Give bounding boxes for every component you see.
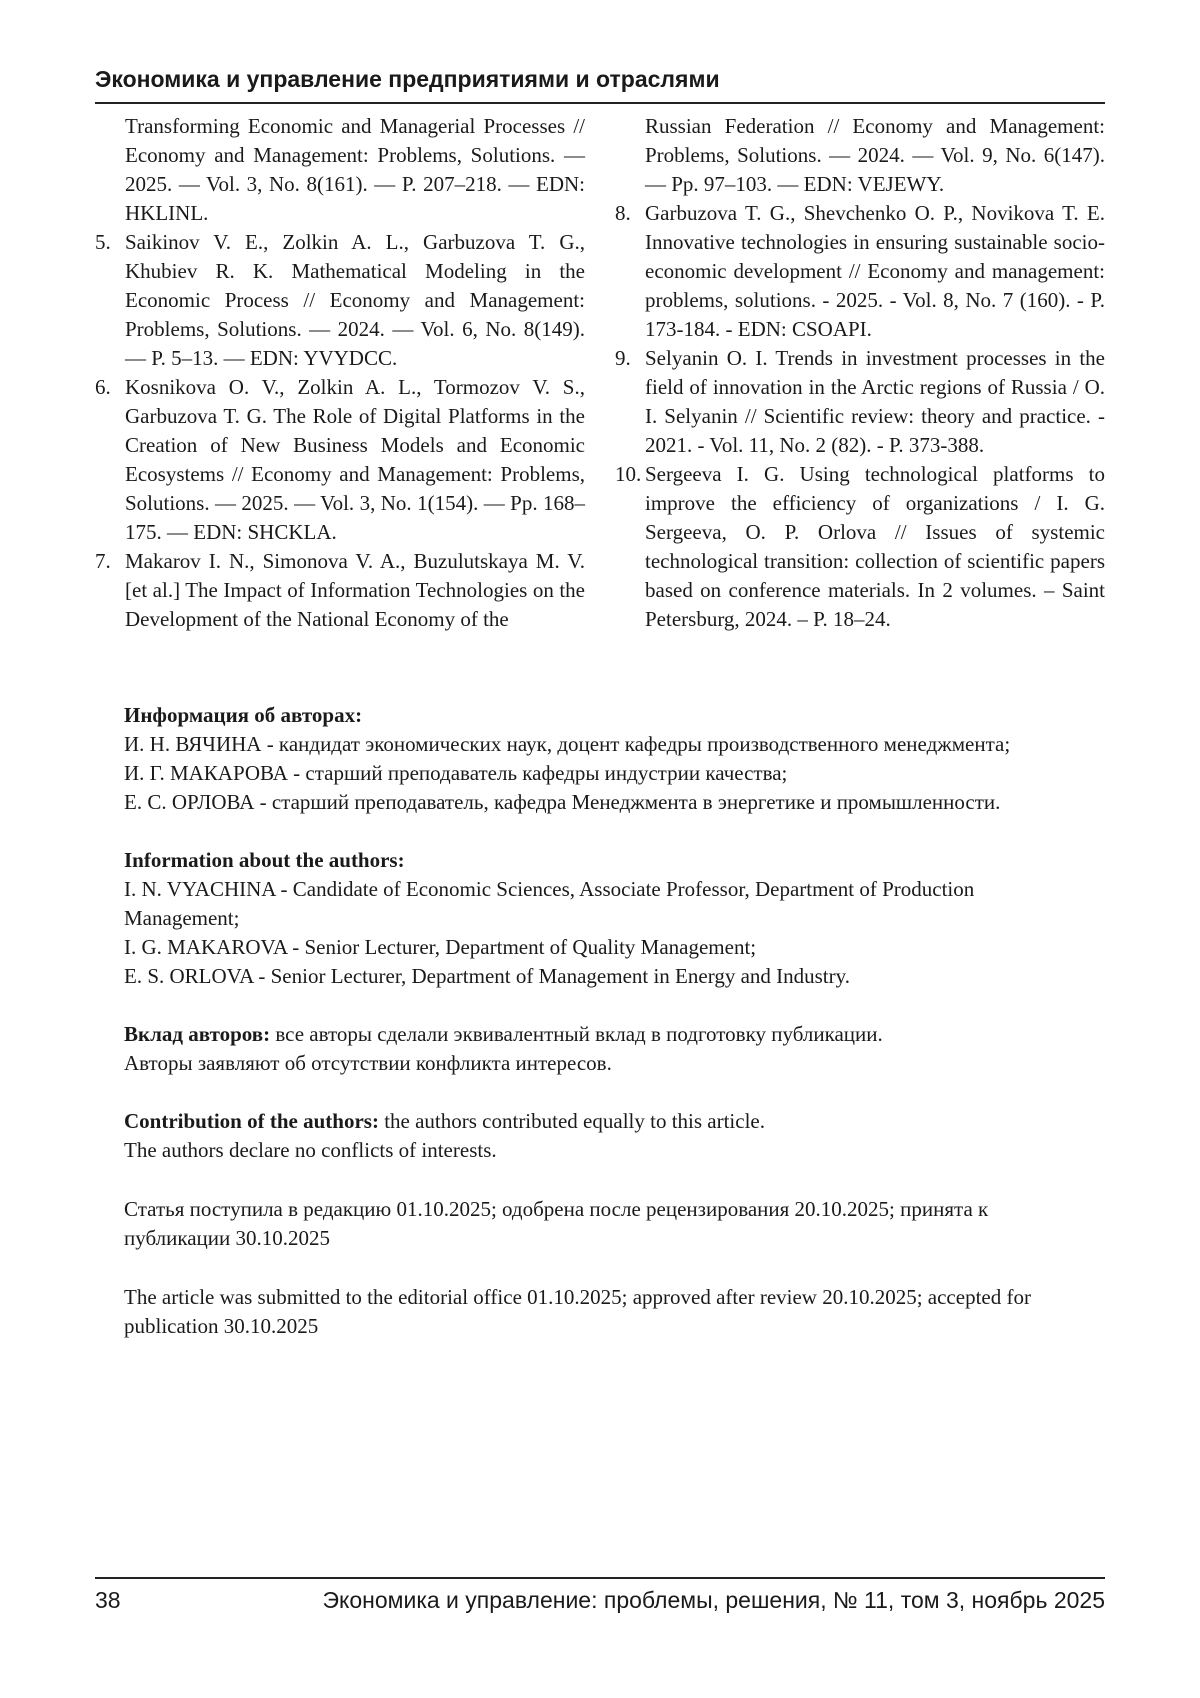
author-line: Е. С. ОРЛОВА - старший преподаватель, кафедра Менеджмента в энергетике и промышленности. [124,790,1001,814]
header-rule [95,102,1105,104]
author-line: И. Г. МАКАРОВА - старший преподаватель кафедры индустрии качества; [124,761,788,785]
reference-item [615,344,1105,460]
author-line: E. S. ORLOVA - Senior Lecturer, Department of Management in Energy and Industry. [124,964,851,988]
reference-number: 9. [615,346,631,370]
page-number: 38 [95,1587,121,1613]
reference-item [615,112,1105,199]
reference-text: Transforming Economic and Managerial Processes // Economy and Management: Problems, Solutions. — 2025. — Vol. 3, No. 8(161). — P. 207–218. — EDN: HKLINL. [125,114,585,225]
reference-item [95,373,585,547]
authors-info-ru [124,701,1084,817]
reference-item [615,199,1105,344]
author-line: I. N. VYACHINA - Candidate of Economic Sciences, Associate Professor, Department of Production Management; [124,877,975,930]
conflict-ru: Авторы заявляют об отсутствии конфликта интересов. [124,1051,612,1075]
reference-text: Makarov I. N., Simonova V. A., Buzulutskaya M. V. [et al.] The Impact of Information Technologies on the Development of the National Economy of the [125,549,585,631]
dates-ru-text: Статья поступила в редакцию 01.10.2025; одобрена после рецензирования 20.10.2025; принята к публикации 30.10.2025 [124,1197,989,1250]
reference-number: 8. [615,201,631,225]
footer-rule [95,1577,1105,1579]
references-right-column [615,112,1105,634]
authors-info-en-heading: Information about the authors: [124,848,405,872]
contribution-en-label: Contribution of the authors: [124,1109,379,1133]
references-left-column [95,112,585,634]
reference-item [95,228,585,373]
reference-text: Garbuzova T. G., Shevchenko O. P., Novikova T. E. Innovative technologies in ensuring sustainable socio-economic development // Economy and management: problems, solutions. - 2025. - Vol. 8, No. 7 (160). - P. 173-184. - EDN: CSOAPI. [645,201,1105,341]
dates-en-text: The article was submitted to the editorial office 01.10.2025; approved after review 20.10.2025; accepted for publication 30.10.2025 [124,1285,1031,1338]
reference-text: Sergeeva I. G. Using technological platforms to improve the efficiency of organizations / I. G. Sergeeva, O. P. Orlova // Issues of systemic technological transition: collection of scientific papers based on conference materials. In 2 volumes. – Saint Petersburg, 2024. – P. 18–24. [645,462,1105,631]
contribution-ru-text: все авторы сделали эквивалентный вклад в подготовку публикации. [270,1022,883,1046]
author-line: И. Н. ВЯЧИНА - кандидат экономических наук, доцент кафедры производственного менеджмента; [124,732,1011,756]
reference-item [615,460,1105,634]
reference-text: Selyanin O. I. Trends in investment processes in the field of innovation in the Arctic regions of Russia / O. I. Selyanin // Scientific review: theory and practice. - 2021. - Vol. 11, No. 2 (82). - P. 373-388. [645,346,1105,457]
reference-text: Saikinov V. E., Zolkin A. L., Garbuzova T. G., Khubiev R. K. Mathematical Modeling in the Economic Process // Economy and Management: Problems, Solutions. — 2024. — Vol. 6, No. 8(149). — P. 5–13. — EDN: YVYDCC. [125,230,585,370]
running-head: Экономика и управление предприятиями и отраслями [95,66,720,92]
article-dates-en [124,1283,1084,1341]
author-line: I. G. MAKAROVA - Senior Lecturer, Department of Quality Management; [124,935,757,959]
contribution-en [124,1107,1084,1165]
reference-text: Russian Federation // Economy and Management: Problems, Solutions. — 2024. — Vol. 9, No. 6(147). — Pp. 97–103. — EDN: VEJEWY. [645,114,1105,196]
reference-number: 6. [95,375,111,399]
authors-info-en [124,846,1084,991]
conflict-en: The authors declare no conflicts of interests. [124,1138,497,1162]
journal-footer: Экономика и управление: проблемы, решения, № 11, том 3, ноябрь 2025 [322,1587,1105,1613]
contribution-ru [124,1020,1084,1078]
reference-item [95,112,585,228]
article-dates-ru [124,1195,1084,1253]
reference-text: Kosnikova O. V., Zolkin A. L., Tormozov V. S., Garbuzova T. G. The Role of Digital Platforms in the Creation of New Business Models and Economic Ecosystems // Economy and Management: Problems, Solutions. — 2025. — Vol. 3, No. 1(154). — Pp. 168–175. — EDN: SHCKLA. [125,375,585,544]
reference-number: 7. [95,549,111,573]
contribution-ru-label: Вклад авторов: [124,1022,271,1046]
reference-item [95,547,585,634]
reference-number: 10. [615,462,642,486]
reference-number: 5. [95,230,111,254]
authors-info-ru-heading: Информация об авторах: [124,703,363,727]
contribution-en-text: the authors contributed equally to this article. [378,1109,765,1133]
